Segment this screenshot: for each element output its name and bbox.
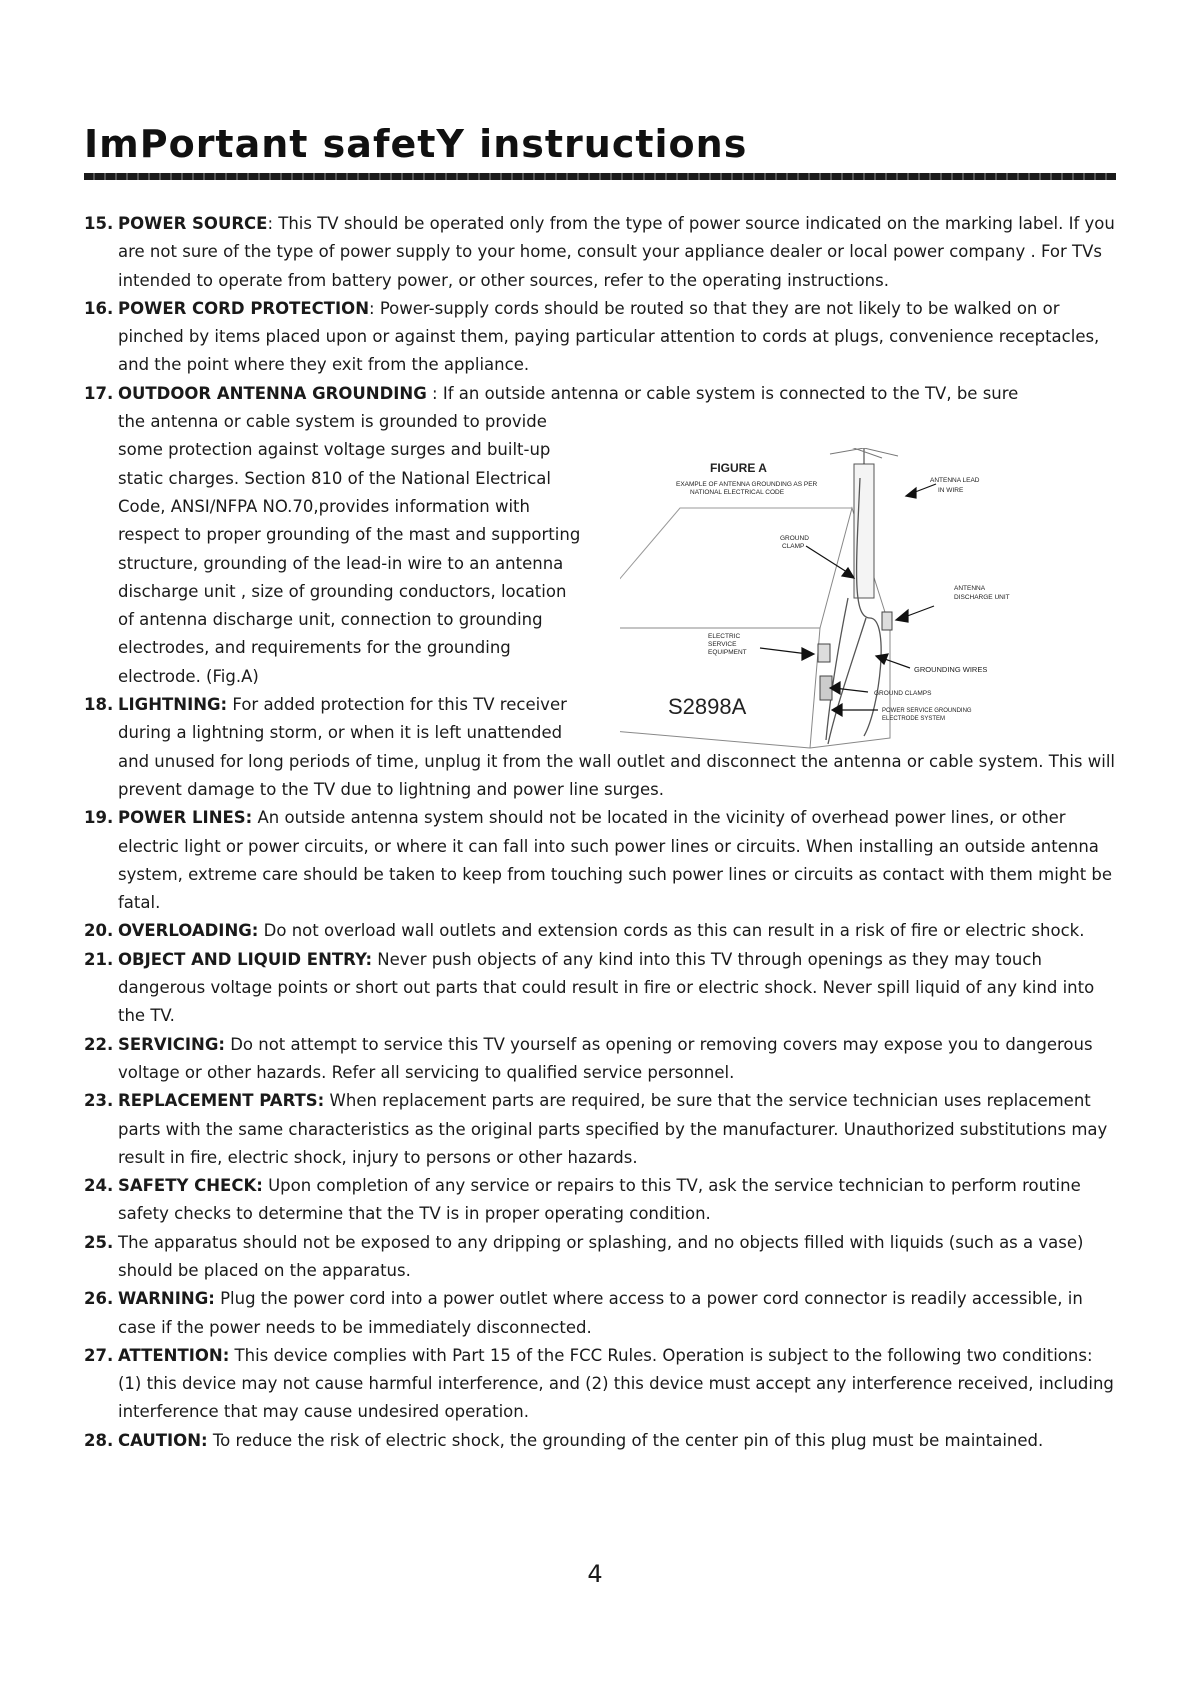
title-underline-rule: [84, 173, 1116, 180]
discharge-unit-box: [882, 612, 892, 630]
instruction-item-25: [84, 1229, 1120, 1286]
item-number: 17.: [84, 383, 114, 403]
text-line: electrode. (Fig.A): [118, 666, 259, 686]
item-keyword: OUTDOOR ANTENNA GROUNDING: [118, 383, 427, 403]
label-antenna: ANTENNA: [954, 585, 986, 592]
page-title: ImPortant safetY instructions: [84, 122, 748, 166]
item-text: This device complies with Part 15 of the FCC Rules. Operation is subject to the following two conditions: (1) this device may not cause harmful interference, and (2) this device must accept any interference received, including interference that may cause undesired operation.: [118, 1345, 1114, 1422]
item-number: 26.: [84, 1289, 114, 1309]
item-keyword: POWER CORD PROTECTION: [118, 298, 370, 318]
item-number: 22.: [84, 1034, 114, 1054]
instruction-item-16: [84, 295, 1120, 380]
item-number: 25.: [84, 1232, 114, 1252]
label-ground-clamps: GROUND CLAMPS: [874, 690, 932, 697]
instruction-item-22: [84, 1031, 1120, 1088]
item-text: Do not attempt to service this TV yourself as opening or removing covers may expose you to dangerous voltage or other hazards. Refer all servicing to qualified service personnel.: [118, 1034, 1093, 1082]
item-number: 20.: [84, 921, 114, 941]
item-number: 28.: [84, 1430, 114, 1450]
text-line: static charges. Section 810 of the National Electrical: [118, 468, 551, 488]
item-number: 24.: [84, 1176, 114, 1196]
label-grounding-wires: GROUNDING WIRES: [914, 665, 988, 674]
text-line: electrodes, and requirements for the grounding: [118, 638, 511, 658]
instructions-body: [84, 210, 1120, 1455]
item-keyword: WARNING:: [118, 1289, 215, 1309]
instruction-item-21: [84, 946, 1120, 1031]
text-line: some protection against voltage surges and built-up: [118, 440, 551, 460]
text-line: respect to proper grounding of the mast and supporting: [118, 525, 581, 545]
item-keyword: LIGHTNING:: [118, 695, 228, 715]
text-line: Code, ANSI/NFPA NO.70,provides information with: [118, 496, 530, 516]
text-line: the antenna or cable system is grounded to provide: [118, 412, 547, 432]
instruction-item-23: [84, 1087, 1120, 1172]
page-number: 4: [587, 1560, 603, 1588]
item-keyword: POWER SOURCE: [118, 214, 268, 233]
item-number: 18.: [84, 695, 114, 715]
item-keyword: CAUTION:: [118, 1430, 208, 1450]
label-equipment: EQUIPMENT: [708, 649, 747, 656]
house-drawing: [620, 508, 890, 748]
figure-subtitle-line-1: EXAMPLE OF ANTENNA GROUNDING AS PER: [676, 481, 818, 488]
text-line: structure, grounding of the lead-in wire to an antenna: [118, 553, 564, 573]
item-keyword: REPLACEMENT PARTS:: [118, 1091, 325, 1111]
label-lead-in-wire: IN WIRE: [938, 487, 964, 494]
antenna-grounding-figure: [620, 448, 1120, 788]
label-electric: ELECTRIC: [708, 633, 741, 640]
instruction-item-26: [84, 1285, 1120, 1342]
item-number: 27.: [84, 1345, 114, 1365]
text-line: during a lightning storm, or when it is left unattended: [118, 723, 563, 743]
instruction-item-20: [84, 917, 1120, 945]
item-number: 23.: [84, 1091, 114, 1111]
item-text: Plug the power cord into a power outlet where access to a power cord connector is readily accessible, in case if the power needs to be immediately disconnected.: [118, 1289, 1083, 1337]
item-text: Upon completion of any service or repairs to this TV, ask the service technician to perform routine safety checks to determine that the TV is in proper operating condition.: [118, 1176, 1081, 1224]
item-text: Never push objects of any kind into this TV through openings as they may touch dangerous voltage points or short out parts that could result in fire or electric shock. Never spill liquid of any kind into the TV.: [118, 949, 1095, 1026]
figure-subtitle-line-2: NATIONAL ELECTRICAL CODE: [690, 489, 785, 496]
item-keyword: OBJECT AND LIQUID ENTRY:: [118, 949, 373, 969]
instruction-item-27: [84, 1342, 1120, 1427]
instruction-item-19: [84, 804, 1120, 917]
item-number: 16.: [84, 298, 114, 318]
item-text: : Power-supply cords should be routed so that they are not likely to be walked on or pinched by items placed upon or against them, paying particular attention to cords at plugs, convenience receptacles, and the point where they exit from the appliance.: [118, 298, 1100, 375]
item-text: The apparatus should not be exposed to any dripping or splashing, and no objects filled with liquids (such as a vase) should be placed on the apparatus.: [118, 1232, 1084, 1280]
antenna-mast: [830, 448, 898, 598]
item-keyword: POWER LINES:: [118, 808, 253, 828]
item-text: An outside antenna system should not be located in the vicinity of overhead power lines, or other electric light or power circuits, or where it can fall into such power lines or circuits. When installing an outside antenna system, extreme care should be taken to keep from touching such power lines or circuits as contact with them might be fatal.: [118, 808, 1113, 913]
label-ground: GROUND: [780, 535, 809, 542]
item-text: Do not overload wall outlets and extension cords as this can result in a risk of fire or electric shock.: [258, 921, 1085, 941]
item-number: 21.: [84, 949, 114, 969]
item-text: : If an outside antenna or cable system is connected to the TV, be sure: [426, 383, 1019, 403]
label-electrode-system: ELECTRODE SYSTEM: [882, 716, 946, 722]
item-keyword: SAFETY CHECK:: [118, 1176, 263, 1196]
label-discharge-unit: DISCHARGE UNIT: [954, 594, 1010, 601]
item-keyword: ATTENTION:: [118, 1345, 230, 1365]
figure-title: FIGURE A: [710, 461, 767, 475]
text-continuation: and unused for long periods of time, unplug it from the wall outlet and disconnect the antenna or cable system. This will prevent damage to the TV due to lightning and power line surges.: [118, 751, 1115, 799]
label-power-service-grounding: POWER SERVICE GROUNDING: [882, 708, 972, 714]
label-service: SERVICE: [708, 641, 737, 648]
text-line: discharge unit , size of grounding conductors, location: [118, 581, 567, 601]
instruction-item-24: [84, 1172, 1120, 1229]
item-keyword: OVERLOADING:: [118, 921, 259, 941]
item-text: For added protection for this TV receiver: [227, 695, 567, 715]
item-text: To reduce the risk of electric shock, the grounding of the center pin of this plug must be maintained.: [207, 1430, 1044, 1450]
label-antenna-lead: ANTENNA LEAD: [930, 477, 980, 484]
item-text: : This TV should be operated only from the type of power source indicated on the marking label. If you are not sure of the type of power supply to your home, consult your appliance dealer or local power company . For TVs intended to operate from battery power, or other sources, refer to the operating instructions.: [118, 214, 1115, 290]
instruction-item-15: [84, 210, 1120, 295]
item-text: When replacement parts are required, be sure that the service technician uses replacement parts with the same characteristics as the original parts specified by the manufacturer. Unauthorized substitutions may result in fire, electric shock, injury to persons or other hazards.: [118, 1091, 1108, 1167]
item-keyword: SERVICING:: [118, 1034, 225, 1054]
item-17-wrapped-text: [118, 408, 618, 691]
text-line: of antenna discharge unit, connection to grounding: [118, 610, 543, 630]
instruction-item-28: [84, 1427, 1120, 1455]
item-number: 19.: [84, 808, 114, 828]
label-clamp: CLAMP: [782, 543, 805, 550]
item-number: 15.: [84, 214, 114, 233]
service-equipment-box: [818, 644, 830, 662]
figure-model-number: S2898A: [668, 694, 747, 719]
